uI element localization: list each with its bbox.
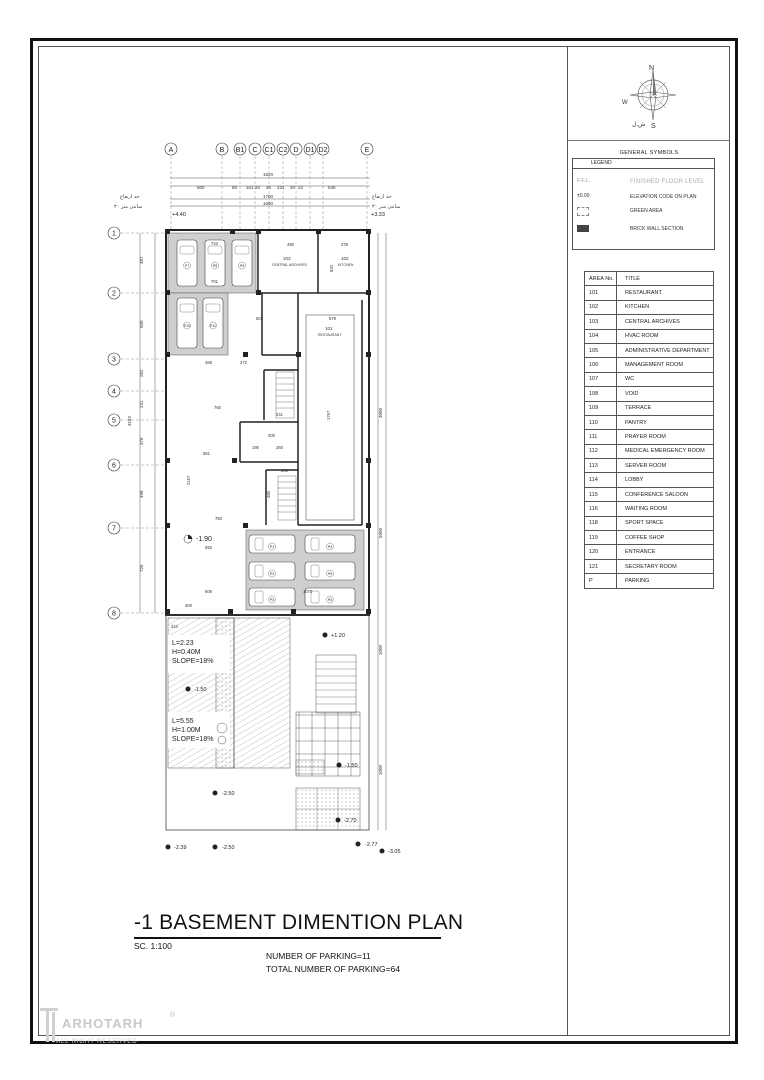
- dim-left-group: 3162: [127, 415, 132, 426]
- parking-spot-p1: [249, 535, 295, 553]
- area-title: WAITING ROOM: [617, 502, 714, 516]
- entry-stairs: [316, 655, 356, 713]
- dim-inner: 1767: [326, 410, 331, 420]
- dim-inner: 190: [252, 445, 259, 450]
- left-dimension-lines: [140, 233, 155, 613]
- dim-inner: 260: [276, 445, 283, 450]
- area-no: P: [585, 574, 617, 588]
- parking-spot-label: P7: [184, 264, 190, 268]
- area-title: COFFEE SHOP: [617, 531, 714, 545]
- legend-label: FINISHED FLOOR LEVEL: [630, 179, 705, 185]
- dim-top-seg: 22: [298, 185, 304, 190]
- grid-row-label: 2: [112, 290, 116, 298]
- parking-spot-p9: [232, 240, 252, 286]
- ramp2-slope: SLOPE=18%: [172, 736, 214, 743]
- grid-row-3: [108, 353, 166, 365]
- dim-inner: 723: [211, 241, 218, 246]
- area-title: SPORT SPACE: [617, 516, 714, 530]
- dim-inner: 241: [276, 412, 283, 417]
- dim-top-seg: 161: [246, 185, 254, 190]
- room-no-kitchen: 102: [341, 256, 349, 261]
- area-no: 119: [585, 531, 617, 545]
- green-patch: [296, 760, 324, 774]
- dim-left: 487: [139, 256, 144, 264]
- legend-label: ELEVATION CODE ON PLAN: [630, 194, 697, 200]
- dim-inner: 760: [214, 405, 221, 410]
- grid-column-label: A: [168, 147, 174, 154]
- room-no-archives: 103: [283, 256, 291, 261]
- dim-inner: 701: [211, 279, 218, 284]
- dim-left: 378: [139, 437, 144, 445]
- parking-spot-label: P2: [269, 572, 275, 576]
- parking-spot-label: P4: [327, 545, 333, 549]
- dim-top-seg: 20: [290, 185, 296, 190]
- dim-top-seg: 231: [277, 185, 285, 190]
- grid-column-label: D2: [318, 147, 328, 154]
- area-title: ENTRANCE: [617, 545, 714, 559]
- area-title: SERVER ROOM: [617, 459, 714, 473]
- area-title: HVAC ROOM: [617, 329, 714, 343]
- grid-row-5: [108, 414, 166, 426]
- parking-spot-p7: [177, 240, 197, 286]
- area-title: VOID: [617, 387, 714, 401]
- dim-left: 500: [139, 320, 144, 328]
- parking-spot-p3: [249, 588, 295, 606]
- parking-spot-label: P3: [269, 598, 275, 602]
- grid-row-6: [108, 459, 166, 471]
- dim-right: 3000: [378, 407, 383, 418]
- parking-spot-p10: [177, 298, 197, 348]
- drawing-title: -1 BASEMENT DIMENTION PLAN: [134, 911, 464, 934]
- grid-column-b: [216, 143, 228, 230]
- dim-inner: 378: [341, 242, 348, 247]
- area-title: PRAYER ROOM: [617, 430, 714, 444]
- watermark-registered: ®: [170, 1012, 176, 1019]
- parking-spot-p2: [249, 562, 295, 580]
- dim-top-total: 1620: [263, 172, 274, 177]
- grid-column-label: E: [364, 147, 370, 154]
- area-no: 108: [585, 387, 617, 401]
- watermark-brand: ARHOTARH: [62, 1016, 144, 1031]
- dim-right: 1000: [378, 764, 383, 775]
- grid-column-d1: [304, 143, 316, 230]
- dim-right: 5900: [378, 527, 383, 538]
- area-no: 121: [585, 559, 617, 573]
- dim-top-seg: 20: [266, 185, 272, 190]
- ramp-hatch-right: [234, 618, 290, 768]
- parking-spot-label: P5: [327, 572, 333, 576]
- grid-column-label: C2: [278, 147, 288, 154]
- parking-count: NUMBER OF PARKING=11: [266, 951, 371, 961]
- room-kitchen: KITCHEN: [338, 263, 354, 267]
- room-restaurant: RESTAURANT: [318, 333, 342, 337]
- level-ramp-top: +1.20: [331, 633, 345, 639]
- ramp1-slope: SLOPE=18%: [172, 658, 214, 665]
- level-edge-2: -2.50: [222, 845, 235, 851]
- area-no: 120: [585, 545, 617, 559]
- grid-column-label: C: [252, 147, 258, 154]
- area-no: 106: [585, 358, 617, 372]
- legend-label: GREEN AREA: [630, 208, 663, 214]
- drawing-scale: SC. 1:100: [134, 941, 172, 951]
- dim-inner: 468: [205, 360, 212, 365]
- dim-right: 1000: [378, 644, 383, 655]
- legend-symbol-ffl: F.F.L.: [577, 178, 591, 184]
- ramp2-height: H=1.00M: [172, 727, 201, 734]
- room-archives: CENTRAL ARCHIVES: [272, 263, 307, 267]
- general-symbols-title: GENERAL SYMBOLS: [619, 150, 679, 156]
- area-no: 105: [585, 343, 617, 357]
- dim-left: 241: [139, 400, 144, 408]
- dim-inner: 561: [203, 451, 210, 456]
- area-title: MANAGEMENT ROOM: [617, 358, 714, 372]
- grid-row-bubbles: [108, 227, 166, 619]
- area-no: 109: [585, 401, 617, 415]
- compass-s: S: [651, 123, 656, 130]
- grid-row-1: [108, 227, 166, 239]
- area-title: WC: [617, 372, 714, 386]
- grid-row-label: 6: [112, 462, 116, 470]
- legend-title: LEGEND: [591, 160, 612, 166]
- dim-inner: 480: [266, 491, 271, 498]
- level-landing: -1.50: [345, 763, 358, 769]
- dim-top-seg: 80: [232, 185, 238, 190]
- area-no: 113: [585, 459, 617, 473]
- area-title: TERRACE: [617, 401, 714, 415]
- note-height-left-2: ۳۰ سانتی متر: [114, 204, 143, 210]
- grid-row-label: 3: [112, 356, 116, 364]
- dim-inner: 750: [215, 516, 222, 521]
- dim-inner: 593: [205, 545, 212, 550]
- parking-spot-label: P8: [212, 264, 218, 268]
- parking-spot-label: P9: [239, 264, 245, 268]
- dim-inner: 490: [287, 242, 294, 247]
- area-title: SECRETARY ROOM: [617, 559, 714, 573]
- area-no: 103: [585, 315, 617, 329]
- level-edge-4: -3.05: [388, 849, 401, 855]
- compass-w: W: [622, 100, 628, 106]
- grid-row-label: 4: [112, 388, 116, 396]
- dim-top-b: 1660: [263, 201, 274, 206]
- dim-top-a: 1700: [263, 194, 274, 199]
- title-underline: [134, 937, 441, 939]
- parking-spot-p6: [305, 588, 355, 606]
- ramp1-height: H=0.40M: [172, 649, 201, 656]
- area-title: CONFERENCE SALOON: [617, 487, 714, 501]
- area-no: 118: [585, 516, 617, 530]
- parking-spot-label: P1: [269, 545, 275, 549]
- note-height-right-2: ۳۰ سانتی متر: [372, 204, 401, 210]
- parking-spot-p11: [203, 298, 223, 348]
- area-title: KITCHEN: [617, 300, 714, 314]
- level-basement: -1.90: [196, 536, 212, 543]
- grid-row-label: 5: [112, 417, 116, 425]
- area-title: ADMINISTRATIVE DEPARTMENT: [617, 343, 714, 357]
- grid-row-2: [108, 287, 166, 299]
- grid-column-label: D: [293, 147, 299, 154]
- area-title: RESTAURANT: [617, 286, 714, 300]
- room-no-restaurant: 101: [325, 326, 333, 331]
- dim-top-seg: 20: [255, 185, 261, 190]
- dim-inner: 240: [281, 468, 288, 473]
- compass-n: N: [649, 65, 655, 72]
- compass-e: ش.ل: [632, 122, 646, 128]
- dim-inner: 579: [329, 316, 336, 321]
- parking-spot-label: P6: [327, 598, 333, 602]
- dim-inner: 1070: [303, 589, 313, 594]
- grid-row-4: [108, 385, 166, 397]
- dim-inner: 820: [329, 265, 334, 272]
- area-no: 112: [585, 444, 617, 458]
- area-title: CENTRAL ARCHIVES: [617, 315, 714, 329]
- parking-total: TOTAL NUMBER OF PARKING=64: [266, 964, 401, 974]
- area-no: 111: [585, 430, 617, 444]
- dim-inner: 300: [185, 603, 192, 608]
- dim-inner: 200: [268, 433, 275, 438]
- dim-left: 262: [139, 369, 144, 377]
- watermark-sub: ALL RIGHT RESERVED: [56, 1038, 138, 1045]
- level-step: -1.50: [194, 687, 207, 693]
- level-top-right: +3.33: [371, 212, 385, 218]
- area-no: 116: [585, 502, 617, 516]
- ramp1-length: L=2.23: [172, 640, 194, 647]
- level-top-left: +4.40: [172, 212, 186, 218]
- area-title-header: TITLE: [617, 272, 714, 286]
- area-no: 107: [585, 372, 617, 386]
- grid-column-label: C1: [264, 147, 274, 154]
- entry-stair-treads: [316, 662, 356, 704]
- dim-top-seg: 500: [197, 185, 205, 190]
- legend-symbol-elevation: ±0.00: [577, 193, 590, 199]
- note-height-right: حد ارتفاع: [372, 194, 392, 200]
- note-height-left: حد ارتفاع: [120, 194, 140, 200]
- grid-column-label: B1: [235, 147, 245, 154]
- grid-row-label: 1: [112, 230, 116, 238]
- grid-row-8: [108, 607, 166, 619]
- grid-row-label: 7: [112, 525, 116, 533]
- area-title: PARKING: [617, 574, 714, 588]
- dim-inner: 2157: [186, 475, 191, 485]
- legend-label: BRICK WALL SECTION: [630, 226, 684, 232]
- level-bottom-2: -2.70: [344, 818, 357, 824]
- grid-row-label: 8: [112, 610, 116, 618]
- area-no: 114: [585, 473, 617, 487]
- parking-spot-label: P10: [183, 324, 191, 328]
- area-no: 115: [585, 487, 617, 501]
- dim-inner: 502: [256, 316, 263, 321]
- area-no: 110: [585, 415, 617, 429]
- level-edge-1: -2.39: [174, 845, 187, 851]
- dim-top-seg: 548: [328, 185, 336, 190]
- level-bottom-1: -2.50: [222, 791, 235, 797]
- area-no: 101: [585, 286, 617, 300]
- dim-left: 726: [139, 564, 144, 572]
- area-no: 102: [585, 300, 617, 314]
- grid-row-7: [108, 522, 166, 534]
- area-no-header: AREA No.: [585, 272, 617, 286]
- area-no: 104: [585, 329, 617, 343]
- area-title: PANTRY: [617, 415, 714, 429]
- parking-spot-p5: [305, 562, 355, 580]
- dim-left: 498: [139, 490, 144, 498]
- ramp2-length: L=5.55: [172, 718, 194, 725]
- area-title: LOBBY: [617, 473, 714, 487]
- dim-inner: 606: [205, 589, 212, 594]
- parking-spot-p4: [305, 535, 355, 553]
- parking-spot-label: P11: [210, 324, 216, 328]
- grid-column-label: B: [219, 147, 225, 154]
- level-edge-3: -2.77: [365, 842, 378, 848]
- dim-inner: 272: [240, 360, 247, 365]
- grid-column-label: D1: [305, 147, 315, 154]
- area-title: MEDICAL EMERGENCY ROOM: [617, 444, 714, 458]
- internal-walls: [240, 233, 366, 525]
